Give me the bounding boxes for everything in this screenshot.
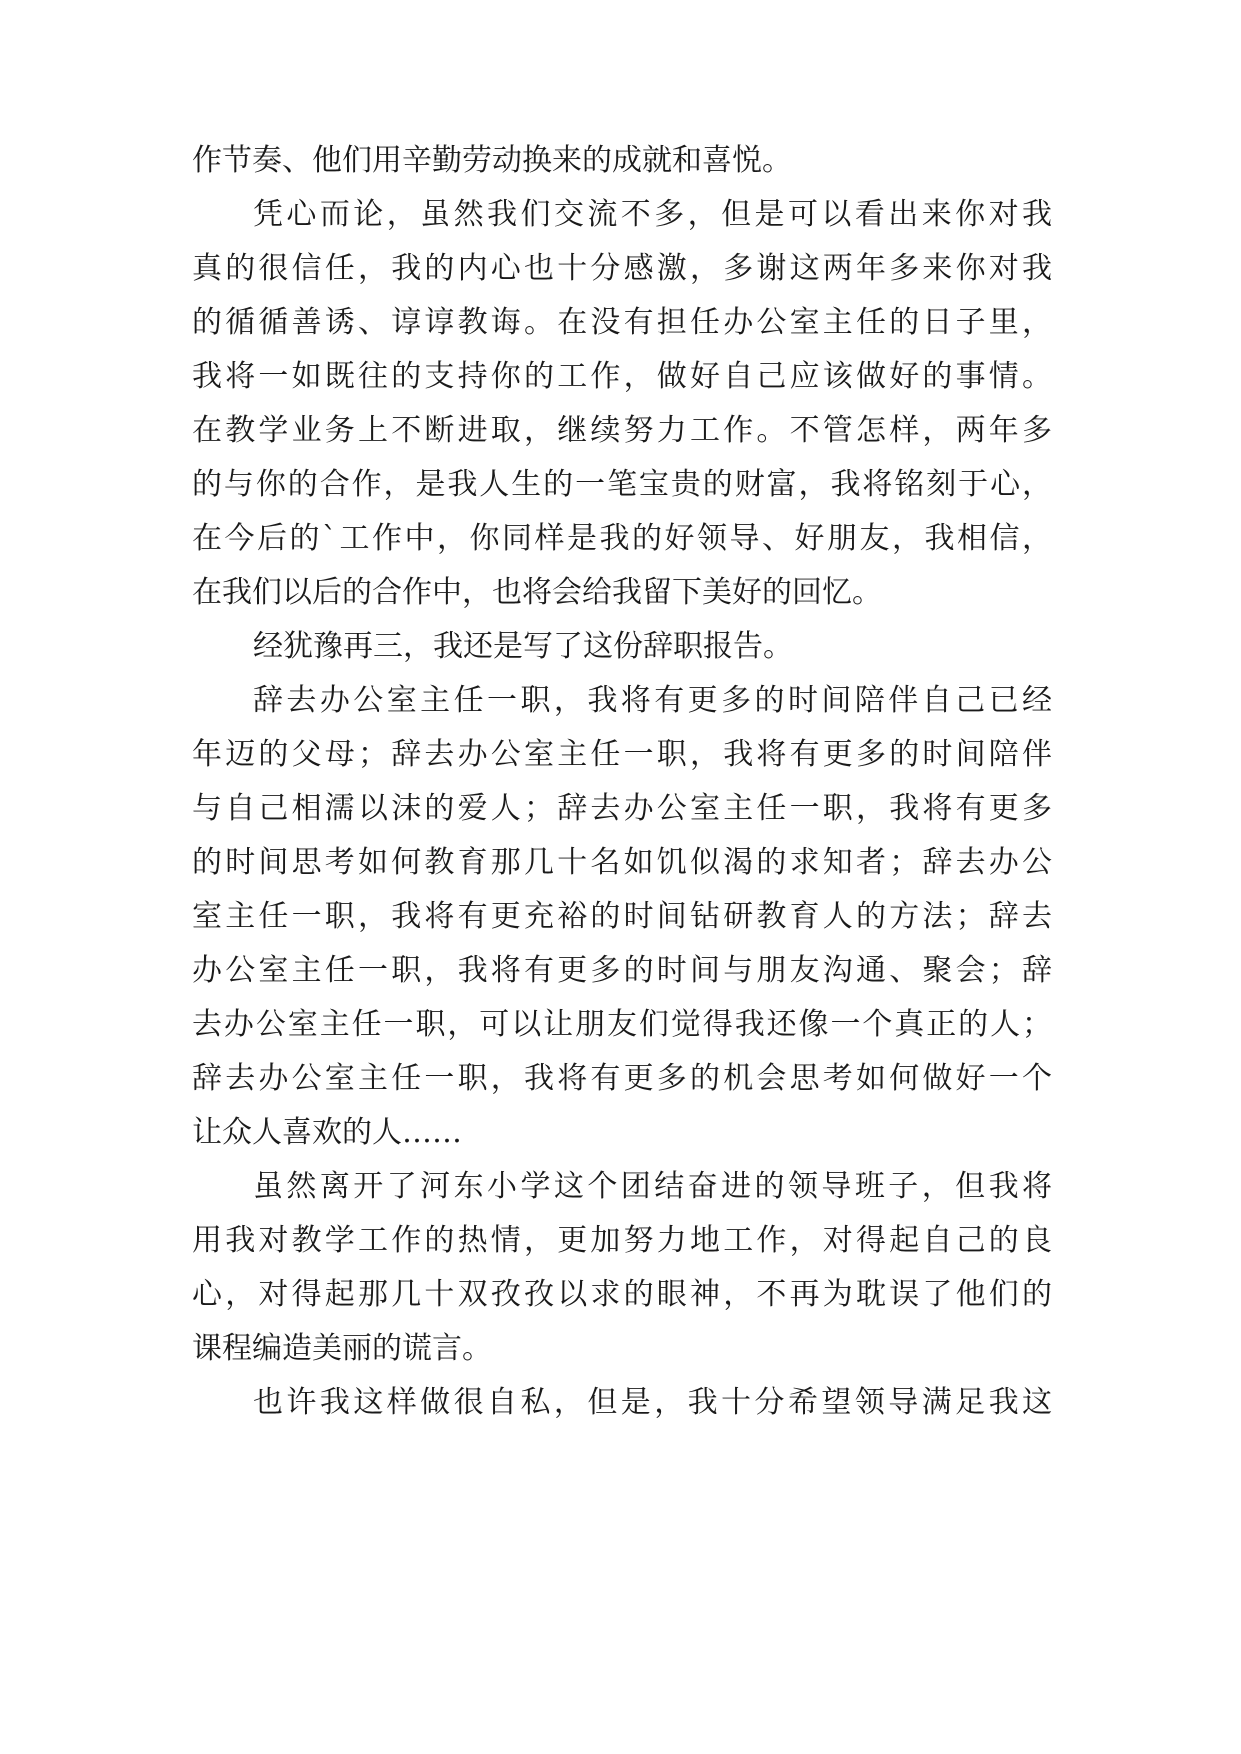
text-line: 去办公室主任一职，可以让朋友们觉得我还像一个真正的人；	[192, 1007, 1052, 1042]
text-line: 真的很信任，我的内心也十分感激，多谢这两年多来你对我	[192, 251, 1052, 286]
text-line: 辞去办公室主任一职，我将有更多的机会思考如何做好一个	[192, 1061, 1052, 1096]
text-line: 用我对教学工作的热情，更加努力地工作，对得起自己的良	[192, 1223, 1052, 1258]
text-line: 的时间思考如何教育那几十名如饥似渴的求知者；辞去办公	[192, 845, 1052, 880]
paragraph-start-line: 凭心而论，虽然我们交流不多，但是可以看出来你对我	[253, 197, 1052, 232]
text-line: 的循循善诱、谆谆教诲。在没有担任办公室主任的日子里，	[192, 305, 1052, 340]
paragraph-start-line: 辞去办公室主任一职，我将有更多的时间陪伴自己已经	[253, 683, 1052, 718]
text-line: 的与你的合作，是我人生的一笔宝贵的财富，我将铭刻于心，	[192, 467, 1052, 502]
paragraph-start-line: 虽然离开了河东小学这个团结奋进的领导班子，但我将	[253, 1169, 1052, 1204]
text-line: 作节奏、他们用辛勤劳动换来的成就和喜悦。	[192, 143, 792, 178]
text-line: 我将一如既往的支持你的工作，做好自己应该做好的事情。	[192, 359, 1052, 394]
text-line: 在今后的`工作中，你同样是我的好领导、好朋友，我相信，	[192, 521, 1052, 556]
text-line: 让众人喜欢的人……	[192, 1115, 462, 1150]
text-line: 室主任一职，我将有更充裕的时间钻研教育人的方法；辞去	[192, 899, 1052, 934]
text-line: 办公室主任一职，我将有更多的时间与朋友沟通、聚会；辞	[192, 953, 1052, 988]
text-line: 在教学业务上不断进取，继续努力工作。不管怎样，两年多	[192, 413, 1052, 448]
text-line: 心，对得起那几十双孜孜以求的眼神，不再为耽误了他们的	[192, 1277, 1052, 1312]
text-line: 课程编造美丽的谎言。	[192, 1331, 492, 1366]
text-line: 年迈的父母；辞去办公室主任一职，我将有更多的时间陪伴	[192, 737, 1052, 772]
text-line: 在我们以后的合作中，也将会给我留下美好的回忆。	[192, 575, 882, 610]
paragraph-start-line: 也许我这样做很自私，但是，我十分希望领导满足我这	[253, 1385, 1052, 1420]
text-line: 与自己相濡以沫的爱人；辞去办公室主任一职，我将有更多	[192, 791, 1052, 826]
paragraph-start-line: 经犹豫再三，我还是写了这份辞职报告。	[253, 629, 793, 664]
